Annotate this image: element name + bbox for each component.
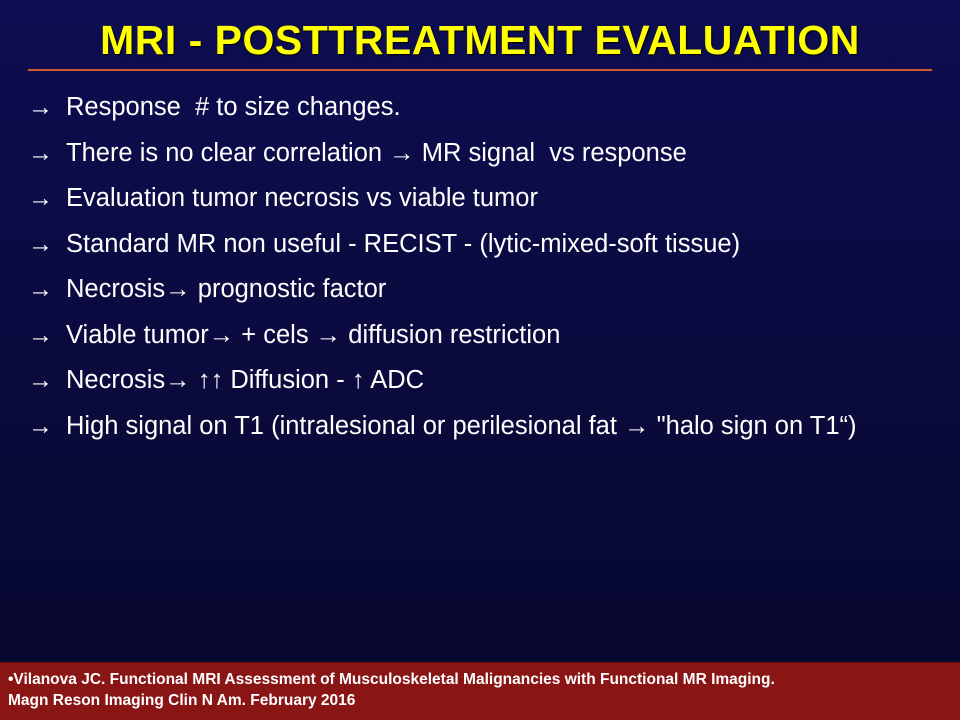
- list-item-text: Necrosis→ ↑↑ Diffusion - ↑ ADC: [66, 366, 425, 395]
- arrow-icon: →: [28, 229, 53, 258]
- list-item: [22, 412, 942, 441]
- list-item-text: Response # to size changes.: [66, 93, 401, 122]
- citation-line-1: •Vilanova JC. Functional MRI Assessment of Musculoskeletal Malignancies with Functional MR Imaging.: [8, 671, 775, 689]
- list-item: [22, 184, 942, 213]
- title-area: [0, 0, 960, 71]
- list-item-text: Viable tumor→ + cels → diffusion restriction: [66, 320, 561, 349]
- arrow-icon: →: [28, 411, 53, 440]
- list-item: [22, 230, 942, 259]
- arrow-icon: →: [28, 184, 53, 213]
- list-item-text: High signal on T1 (intralesional or perilesional fat → "halo sign on T1“): [66, 411, 857, 440]
- list-item: [22, 321, 942, 350]
- arrow-icon: →: [28, 366, 53, 395]
- list-item: [22, 93, 942, 122]
- list-item: [22, 275, 942, 304]
- list-item-text: Necrosis→ prognostic factor: [66, 275, 387, 304]
- arrow-icon: →: [28, 320, 53, 349]
- bullet-list: [0, 71, 960, 662]
- page-title: MRI - POSTTREATMENT EVALUATION: [100, 17, 860, 63]
- arrow-icon: →: [28, 275, 53, 304]
- arrow-icon: →: [28, 93, 53, 122]
- list-item: [22, 366, 942, 395]
- list-item-text: There is no clear correlation → MR signal vs response: [66, 138, 687, 167]
- list-item-text: Evaluation tumor necrosis vs viable tumor: [66, 184, 538, 213]
- list-item: [22, 139, 942, 168]
- citation-line-2: Magn Reson Imaging Clin N Am. February 2016: [8, 692, 356, 710]
- citation-footer: [0, 662, 960, 720]
- arrow-icon: →: [28, 138, 53, 167]
- list-item-text: Standard MR non useful - RECIST - (lytic-mixed-soft tissue): [66, 229, 741, 258]
